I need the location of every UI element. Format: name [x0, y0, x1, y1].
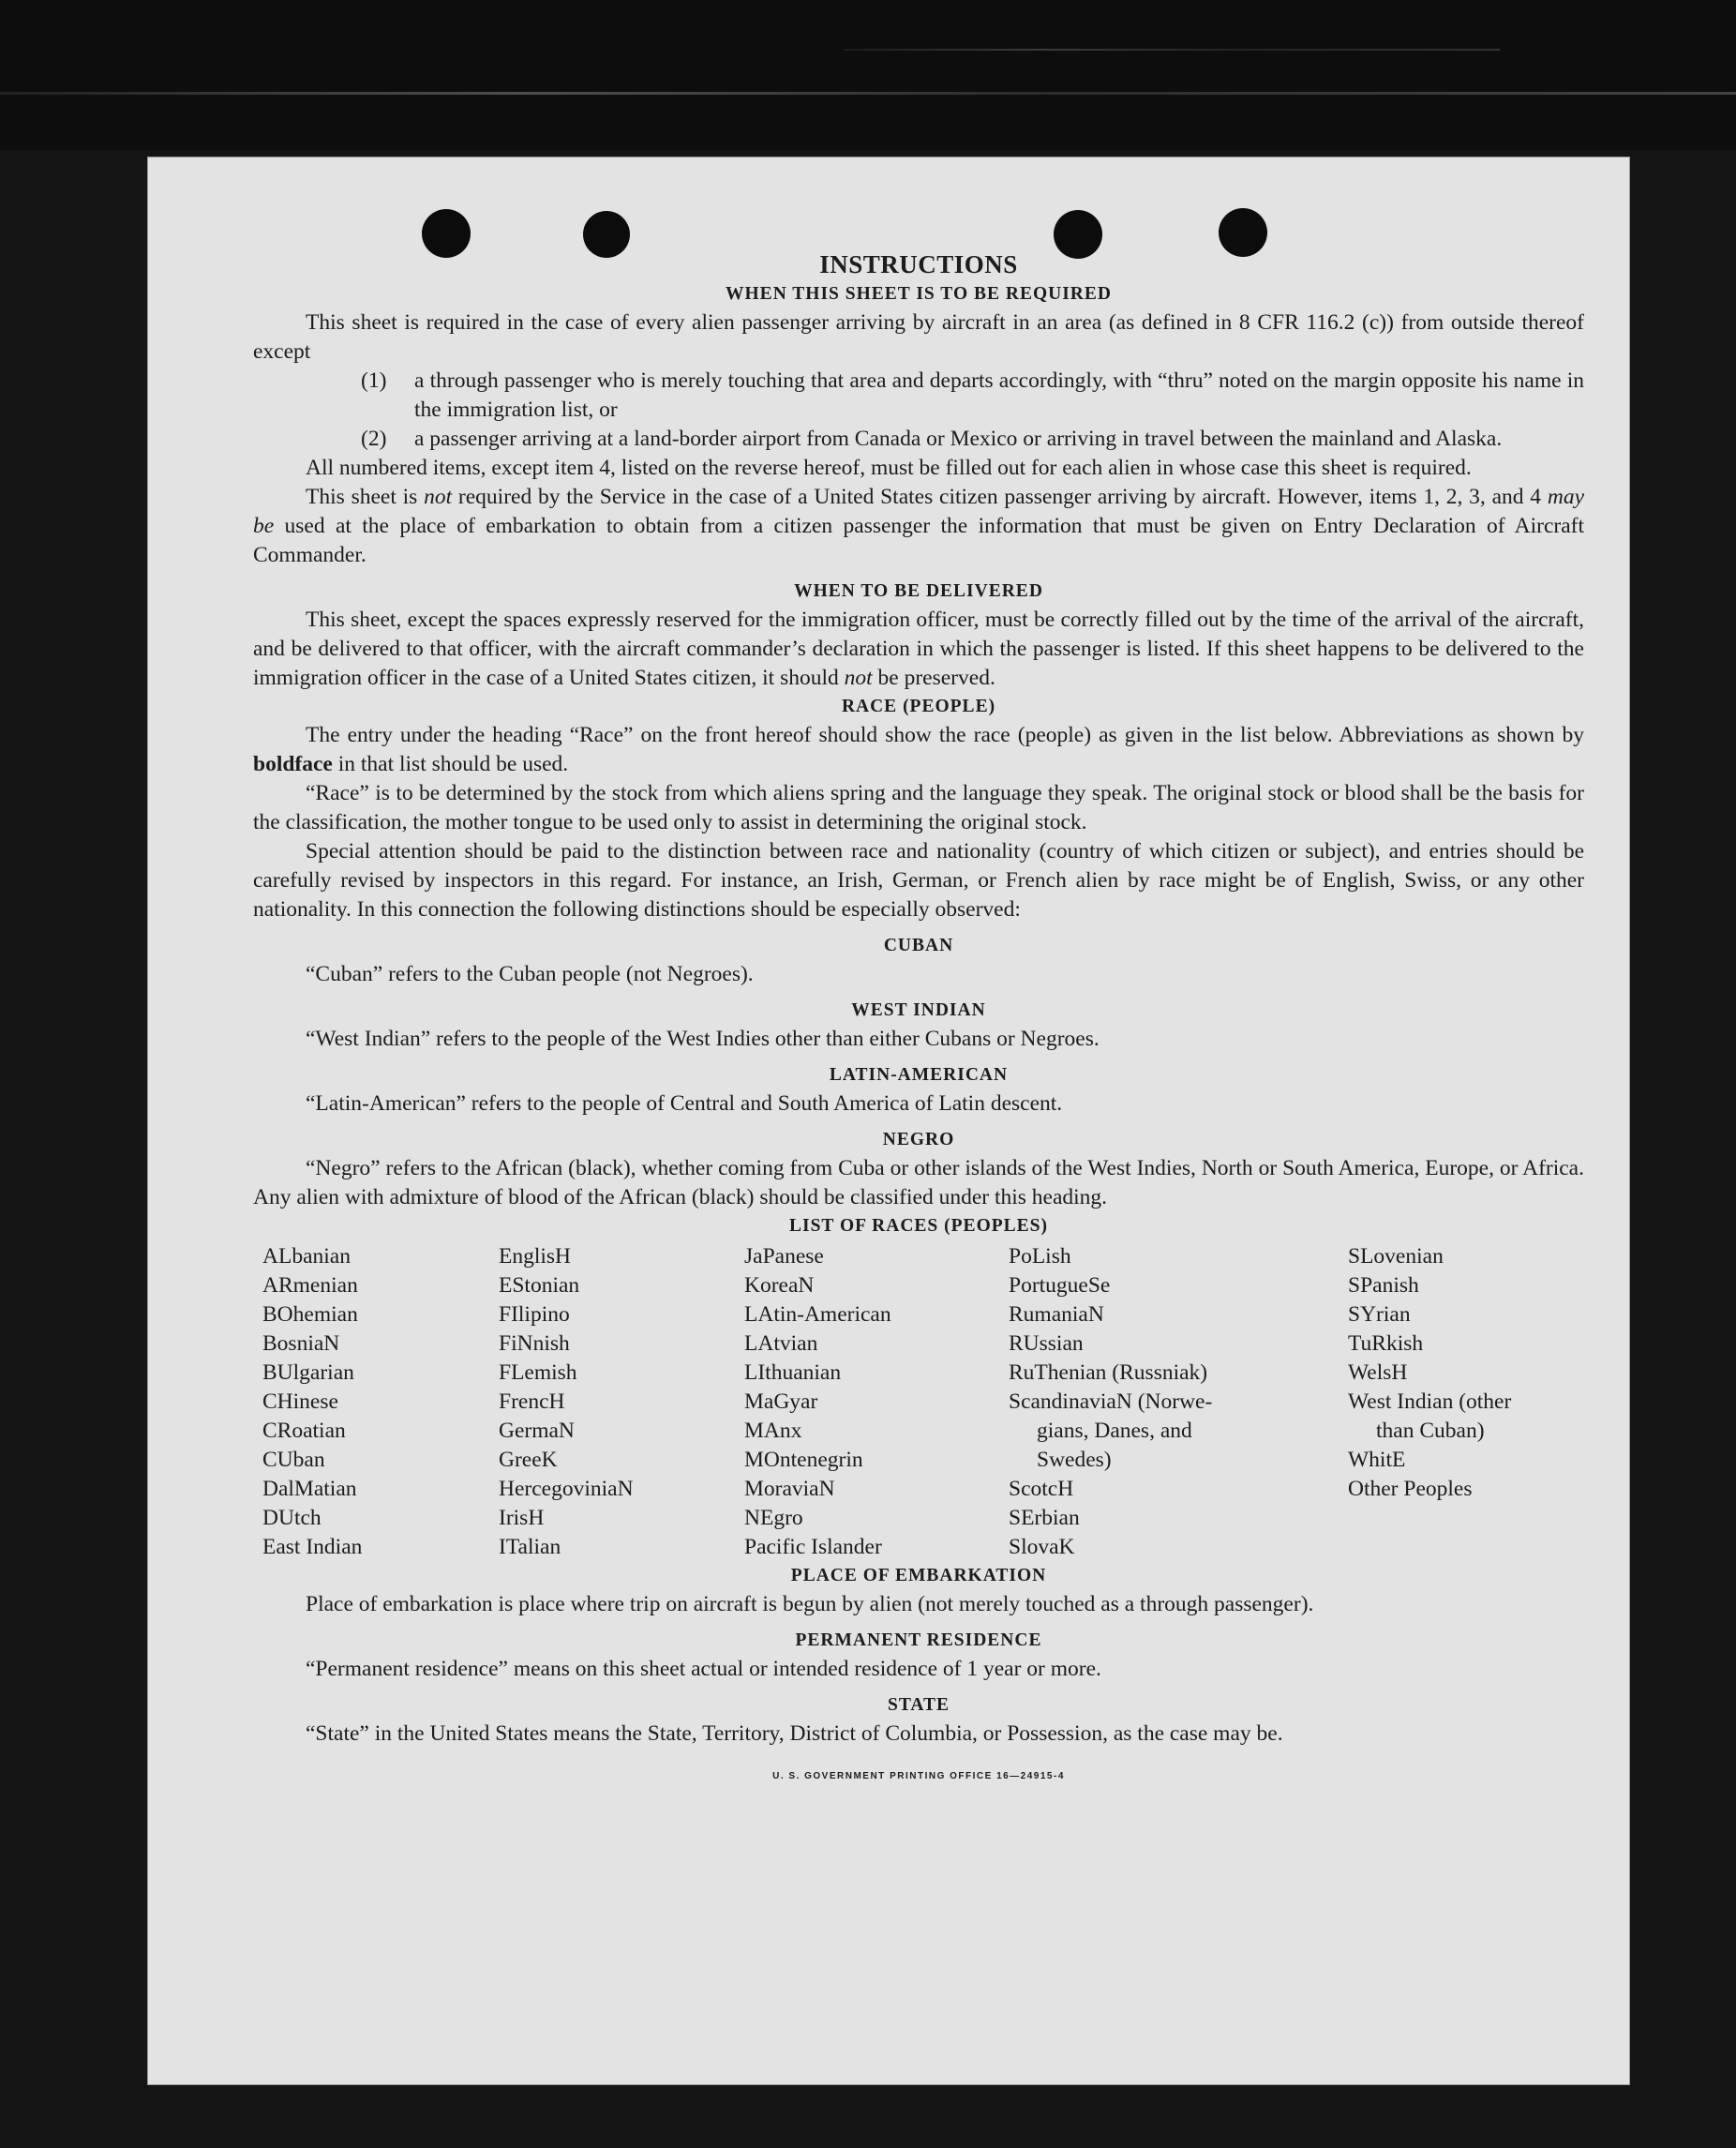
race-entry: CUban — [262, 1448, 325, 1472]
race-paragraph-3: Special attention should be paid to the distinction between race and nationality (country of which citizen or subject), and entries should be carefully revised by inspectors in this regard. For instance, an Irish, German, or French alien by race might be of English, Swiss, or any other nationality. In this connection the following distinctions should be especially observed: — [253, 839, 1584, 922]
heading-state: STATE — [887, 1695, 950, 1715]
race-entry: WhitE — [1348, 1448, 1406, 1472]
races-list — [262, 1242, 1584, 1562]
race-entry: SLovenian — [1348, 1244, 1444, 1269]
race-paragraph-1 — [253, 721, 1584, 779]
emphasis-may-be: may be — [253, 485, 1584, 538]
heading-negro: NEGRO — [882, 1130, 955, 1149]
race-entry: FLemish — [499, 1360, 577, 1385]
race-entry: DalMatian — [262, 1477, 357, 1501]
race-entry: MOntenegrin — [744, 1448, 863, 1472]
race-entry: SlovaK — [1009, 1535, 1075, 1559]
scan-background — [0, 0, 1736, 150]
latin-american-text: “Latin-American” refers to the people of Central and South America of Latin descent. — [306, 1091, 1063, 1116]
race-entry: MoraviaN — [744, 1477, 835, 1501]
text-run: used at the place of embarkation to obtain from a citizen passenger the information that must be given on Entry Declaration of Aircraft Commander. — [253, 514, 1584, 567]
race-entry: NEgro — [744, 1506, 803, 1530]
race-entry: Pacific Islander — [744, 1535, 882, 1559]
race-entry: PoLish — [1009, 1244, 1071, 1269]
race-entry: LIthuanian — [744, 1360, 842, 1385]
race-entry: ALbanian — [262, 1244, 351, 1269]
heading-place-of-embarkation: PLACE OF EMBARKATION — [790, 1566, 1047, 1585]
text-run: This sheet, except the spaces expressly reserved for the immigration officer, must be correctly filled out by the time of the arrival of the aircraft, and be delivered to that officer, with the aircraft commander’s declaration in which the passenger is listed. If this sheet happens to be delivered to the immigration officer in the case of a United States citizen, it should — [253, 608, 1584, 690]
delivered-paragraph — [253, 606, 1584, 693]
document-page — [148, 158, 1629, 2084]
races-column — [1348, 1242, 1594, 1562]
emphasis-not: not — [844, 666, 873, 690]
race-entry: East Indian — [262, 1535, 363, 1559]
race-entry: ScandinaviaN (Norwe- — [1009, 1389, 1213, 1414]
exception-item-1 — [253, 367, 1584, 425]
race-entry: BOhemian — [262, 1302, 358, 1327]
race-entry: TuRkish — [1348, 1331, 1424, 1356]
text-run: This sheet is — [306, 485, 425, 509]
item-text: a passenger arriving at a land-border airport from Canada or Mexico or arriving in travel between the mainland and Alaska. — [414, 427, 1503, 451]
races-column — [499, 1242, 744, 1562]
required-intro: This sheet is required in the case of every alien passenger arriving by aircraft in an area (as defined in 8 CFR 116.2 (c)) from outside thereof except — [253, 310, 1584, 364]
races-column — [262, 1242, 499, 1562]
page-title: INSTRUCTIONS — [819, 250, 1018, 278]
race-entry: BosniaN — [262, 1331, 340, 1356]
races-column — [744, 1242, 1009, 1562]
race-entry: PortugueSe — [1009, 1273, 1111, 1298]
race-entry: Other Peoples — [1348, 1477, 1473, 1501]
race-entry: GermaN — [499, 1419, 575, 1443]
heading-permanent-residence: PERMANENT RESIDENCE — [795, 1630, 1042, 1650]
race-entry: ARmenian — [262, 1273, 358, 1298]
scan-artifact-line — [0, 92, 1736, 95]
heading-list-of-races: LIST OF RACES (PEOPLES) — [788, 1216, 1048, 1236]
printing-office-imprint: U. S. GOVERNMENT PRINTING OFFICE 16—24915-4 — [772, 1771, 1065, 1781]
race-entry: SYrian — [1348, 1302, 1411, 1327]
race-entry: ITalian — [499, 1535, 561, 1559]
item-text: a through passenger who is merely touching that area and departs accordingly, with “thru” noted on the margin opposite his name in the immigration list, or — [414, 368, 1584, 422]
embarkation-text: Place of embarkation is place where trip on aircraft is begun by alien (not merely touched as a through passenger). — [306, 1592, 1314, 1616]
race-entry: WelsH — [1348, 1360, 1408, 1385]
race-entry: ScotcH — [1009, 1477, 1074, 1501]
race-entry: SErbian — [1009, 1506, 1080, 1530]
heading-race: RACE (PEOPLE) — [841, 697, 996, 716]
heading-west-indian: WEST INDIAN — [851, 1000, 986, 1020]
race-paragraph-2: “Race” is to be determined by the stock from which aliens spring and the language they speak. The original stock or blood shall be the basis for the classification, the mother tongue to be used only to assist in determining the original stock. — [253, 781, 1584, 834]
race-entry: West Indian (other — [1348, 1389, 1512, 1414]
race-entry: FIlipino — [499, 1302, 570, 1327]
race-entry: FrencH — [499, 1389, 565, 1414]
required-paragraph-3 — [253, 483, 1584, 570]
scan-artifact-line — [844, 49, 1500, 51]
race-entry: than Cuban) — [1376, 1419, 1485, 1443]
item-number: (2) — [361, 427, 387, 451]
race-entry: RuThenian (Russniak) — [1009, 1360, 1208, 1385]
race-entry: HercegoviniaN — [499, 1477, 634, 1501]
race-entry: LAtin-American — [744, 1302, 891, 1327]
race-entry: IrisH — [499, 1506, 545, 1530]
cuban-text: “Cuban” refers to the Cuban people (not Negroes). — [306, 962, 754, 986]
item-number: (1) — [361, 368, 387, 393]
bold-word: boldface — [253, 752, 333, 776]
race-entry: FiNnish — [499, 1331, 570, 1356]
heading-when-delivered: WHEN TO BE DELIVERED — [794, 581, 1043, 601]
text-run: in that list should be used. — [332, 752, 569, 776]
heading-when-required: WHEN THIS SHEET IS TO BE REQUIRED — [726, 284, 1112, 304]
race-entry: CRoatian — [262, 1419, 346, 1443]
west-indian-text: “West Indian” refers to the people of the West Indies other than either Cubans or Negroes. — [306, 1027, 1100, 1051]
required-paragraph-2: All numbered items, except item 4, listed on the reverse hereof, must be filled out for each alien in whose case this sheet is required. — [306, 456, 1472, 480]
text-run: required by the Service in the case of a United States citizen passenger arriving by aircraft. However, items 1, 2, 3, and 4 — [452, 485, 1548, 509]
race-entry: KoreaN — [744, 1273, 815, 1298]
exception-item-2 — [253, 425, 1584, 454]
race-entry: gians, Danes, and — [1037, 1419, 1192, 1443]
race-entry: GreeK — [499, 1448, 558, 1472]
text-run: be preserved. — [872, 666, 995, 690]
races-column — [1009, 1242, 1348, 1562]
race-entry: CHinese — [262, 1389, 338, 1414]
race-entry: SPanish — [1348, 1273, 1419, 1298]
heading-latin-american: LATIN-AMERICAN — [829, 1065, 1009, 1085]
race-entry: EStonian — [499, 1273, 580, 1298]
race-entry: RumaniaN — [1009, 1302, 1104, 1327]
instructions-body — [253, 248, 1584, 1791]
race-entry: MAnx — [744, 1419, 802, 1443]
race-entry: EnglisH — [499, 1244, 572, 1269]
heading-cuban: CUBAN — [883, 936, 954, 955]
race-entry: DUtch — [262, 1506, 322, 1530]
text-run: The entry under the heading “Race” on the front hereof should show the race (people) as given in the list below. Abbreviations as shown by — [306, 723, 1584, 747]
race-entry: JaPanese — [744, 1244, 824, 1269]
negro-text: “Negro” refers to the African (black), whether coming from Cuba or other islands of the West Indies, North or South America, Europe, or Africa. Any alien with admixture of blood of the African (black) should be classified under this heading. — [253, 1156, 1584, 1209]
residence-text: “Permanent residence” means on this sheet actual or intended residence of 1 year or more. — [306, 1657, 1101, 1681]
emphasis-not: not — [424, 485, 453, 509]
race-entry: BUlgarian — [262, 1360, 354, 1385]
race-entry: LAtvian — [744, 1331, 818, 1356]
race-entry: Swedes) — [1037, 1448, 1112, 1472]
state-text: “State” in the United States means the State, Territory, District of Columbia, or Possession, as the case may be. — [306, 1721, 1283, 1746]
race-entry: RUssian — [1009, 1331, 1084, 1356]
race-entry: MaGyar — [744, 1389, 818, 1414]
